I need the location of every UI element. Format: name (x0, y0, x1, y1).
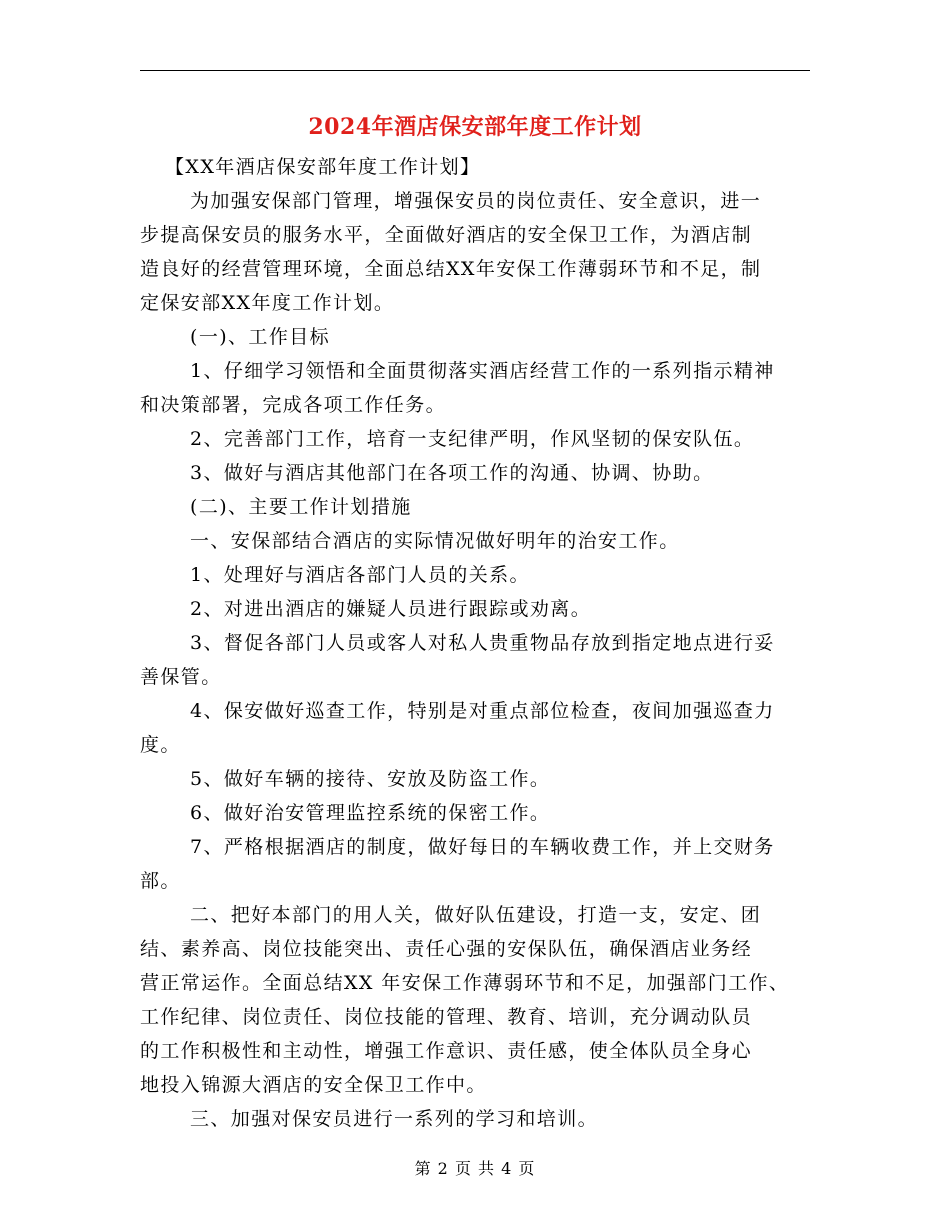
body-line: 3、做好与酒店其他部门在各项工作的沟通、协调、协助。 (190, 462, 714, 484)
body-line: 工作纪律、岗位责任、岗位技能的管理、教育、培训，充分调动队员 (140, 1006, 753, 1028)
body-line: 度。 (140, 734, 181, 756)
body-line: (一)、工作目标 (190, 326, 331, 348)
body-line: 一、安保部结合酒店的实际情况做好明年的治安工作。 (190, 530, 680, 552)
body-line: 7、严格根据酒店的制度，做好每日的车辆收费工作，并上交财务 (190, 836, 775, 858)
document-body (140, 150, 820, 1136)
body-line: 营正常运作。全面总结XX 年安保工作薄弱环节和不足，加强部门工作、 (140, 972, 790, 994)
body-line: 结、素养高、岗位技能突出、责任心强的安保队伍，确保酒店业务经 (140, 938, 753, 960)
body-line: 步提高保安员的服务水平，全面做好酒店的安全保卫工作，为酒店制 (140, 224, 753, 246)
body-line: 为加强安保部门管理，增强保安员的岗位责任、安全意识，进一 (190, 190, 762, 212)
header-rule (140, 70, 810, 71)
body-line: 2、完善部门工作，培育一支纪律严明，作风坚韧的保安队伍。 (190, 428, 755, 450)
body-line: 1、仔细学习领悟和全面贯彻落实酒店经营工作的一系列指示精神 (190, 360, 775, 382)
body-line: 3、督促各部门人员或客人对私人贵重物品存放到指定地点进行妥 (190, 632, 775, 654)
body-line: 的工作积极性和主动性，增强工作意识、责任感，使全体队员全身心 (140, 1040, 753, 1062)
body-line: 定保安部XX年度工作计划。 (140, 292, 395, 314)
body-line: 5、做好车辆的接待、安放及防盗工作。 (190, 768, 551, 790)
body-line: 善保管。 (140, 666, 222, 688)
body-line: 二、把好本部门的用人关，做好队伍建设，打造一支，安定、团 (190, 904, 762, 926)
body-line: (二)、主要工作计划措施 (190, 496, 412, 518)
body-line: 三、加强对保安员进行一系列的学习和培训。 (190, 1108, 599, 1130)
body-line: 6、做好治安管理监控系统的保密工作。 (190, 802, 551, 824)
body-line: 【XX年酒店保安部年度工作计划】 (165, 156, 481, 178)
document-title: 2024年酒店保安部年度工作计划 (308, 114, 642, 140)
body-line: 造良好的经营管理环境，全面总结XX年安保工作薄弱环节和不足，制 (140, 258, 762, 280)
body-line: 4、保安做好巡查工作，特别是对重点部位检查，夜间加强巡查力 (190, 700, 775, 722)
body-line: 地投入锦源大酒店的安全保卫工作中。 (140, 1074, 487, 1096)
body-line: 和决策部署，完成各项工作任务。 (140, 394, 447, 416)
body-line: 2、对进出酒店的嫌疑人员进行跟踪或劝离。 (190, 598, 592, 620)
page-footer: 第 2 页 共 4 页 (414, 1159, 536, 1178)
body-line: 1、处理好与酒店各部门人员的关系。 (190, 564, 530, 586)
body-line: 部。 (140, 870, 181, 892)
